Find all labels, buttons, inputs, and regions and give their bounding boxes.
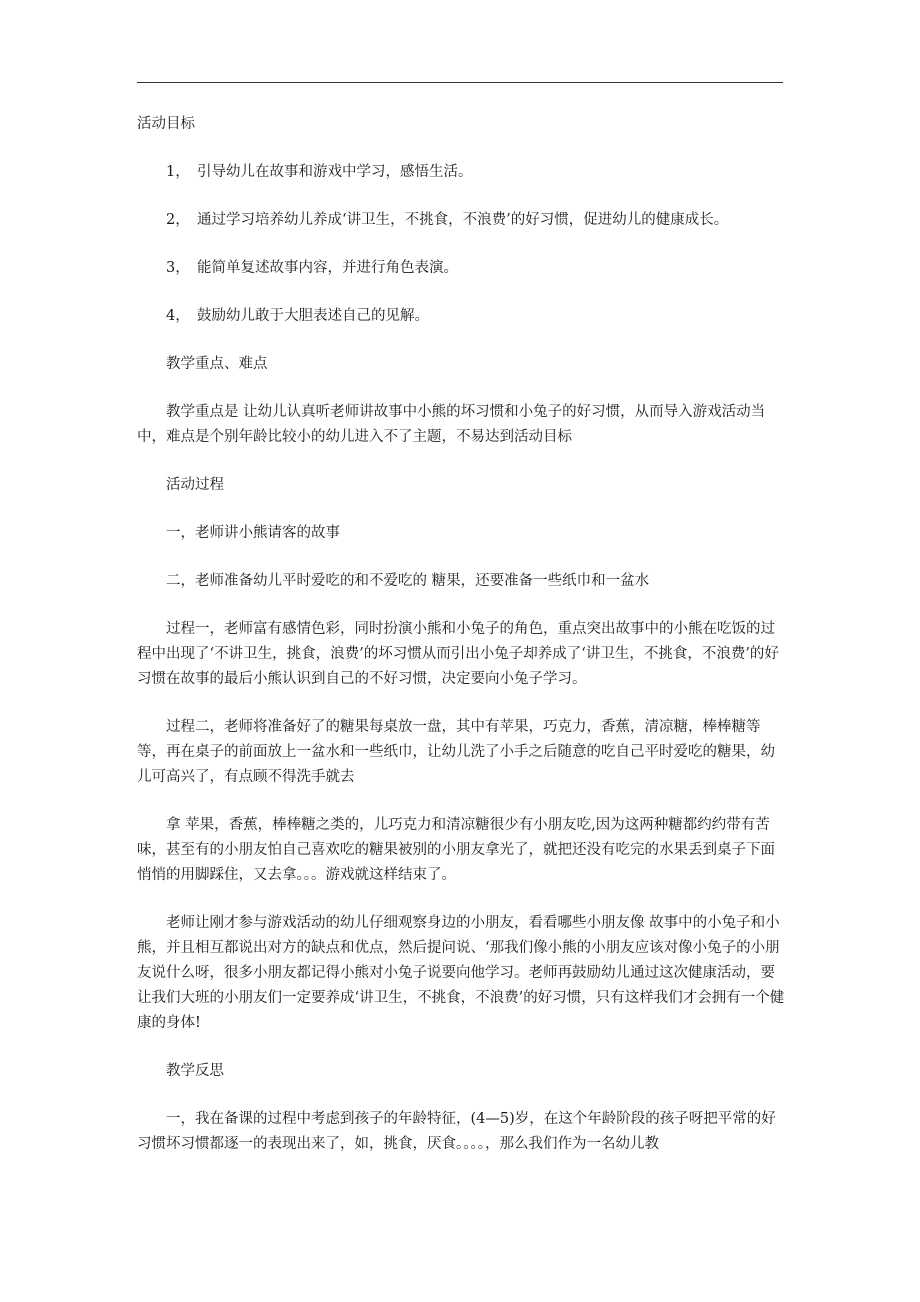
heading-key-points: 教学重点、难点 — [137, 356, 268, 372]
document-body — [137, 112, 787, 1157]
goal-3: 3， 能简单复述故事内容，并进行角色表演。 — [137, 260, 458, 276]
process-part-2-continued: 拿 苹果，香蕉，棒棒糖之类的，儿巧克力和清凉糖很少有小朋友吃,因为这两种糖都约约带有苦味，甚至有的小朋友怕自己喜欢吃的糖果被别的小朋友拿光了，就把还没有吃完的水果丢到桌子下面悄悄的用脚踩住，又去拿。。。游戏就这样结束了。 — [137, 817, 775, 883]
process-step-1: 一，老师讲小熊请客的故事 — [137, 525, 340, 541]
goal-1: 1， 引导幼儿在故事和游戏中学习，感悟生活。 — [137, 164, 473, 180]
goal-4: 4， 鼓励幼儿敢于大胆表述自己的见解。 — [137, 308, 429, 324]
reflection-1: 一，我在备课的过程中考虑到孩子的年龄特征，(4—5)岁，在这个年龄阶段的孩子呀把平常的好习惯坏习惯都逐一的表现出来了，如，挑食，厌食。。。。，那么我们作为一名幼儿教 — [137, 1111, 776, 1152]
process-part-2: 过程二，老师将准备好了的糖果每桌放一盘，其中有苹果，巧克力，香蕉，清凉糖，棒棒糖等等，再在桌子的前面放上一盆水和一些纸巾，让幼儿洗了小手之后随意的吃自己平时爱吃的糖果，幼儿可高兴了，有点顾不得洗手就去 — [137, 719, 775, 785]
goal-2: 2， 通过学习培养幼儿养成‘讲卫生，不挑食，不浪费’的好习惯，促进幼儿的健康成长。 — [137, 212, 729, 228]
header-rule — [137, 82, 783, 83]
key-points-text: 教学重点是 让幼儿认真听老师讲故事中小熊的坏习惯和小兔子的好习惯，从而导入游戏活动当中，难点是个别年龄比较小的幼儿进入不了主题，不易达到活动目标 — [137, 404, 766, 445]
process-conclusion: 老师让刚才参与游戏活动的幼儿仔细观察身边的小朋友，看看哪些小朋友像 故事中的小兔子和小熊，并且相互都说出对方的缺点和优点，然后提问说、‘那我们像小熊的小朋友应该对像小兔子的小朋友说什么呀，很多小朋友都记得小熊对小兔子说要向他学习。老师再鼓励幼儿通过这次健康活动，要让我们大班的小朋友们一定要养成‘讲卫生，不挑食，不浪费’的好习惯，只有这样我们才会拥有一个健康的身体! — [137, 915, 785, 1031]
process-step-2: 二，老师准备幼儿平时爱吃的和不爱吃的 糖果，还要准备一些纸巾和一盆水 — [137, 573, 650, 589]
process-part-1: 过程一，老师富有感情色彩，同时扮演小熊和小兔子的角色，重点突出故事中的小熊在吃饭的过程中出现了‘不讲卫生，挑食，浪费’的坏习惯从而引出小兔子却养成了‘讲卫生，不挑食，不浪费’的好习惯在故事的最后小熊认识到自己的不好习惯，决定要向小兔子学习。 — [137, 621, 779, 687]
heading-activity-process: 活动过程 — [137, 477, 224, 493]
heading-activity-goals: 活动目标 — [137, 116, 195, 132]
heading-reflection: 教学反思 — [137, 1063, 224, 1079]
